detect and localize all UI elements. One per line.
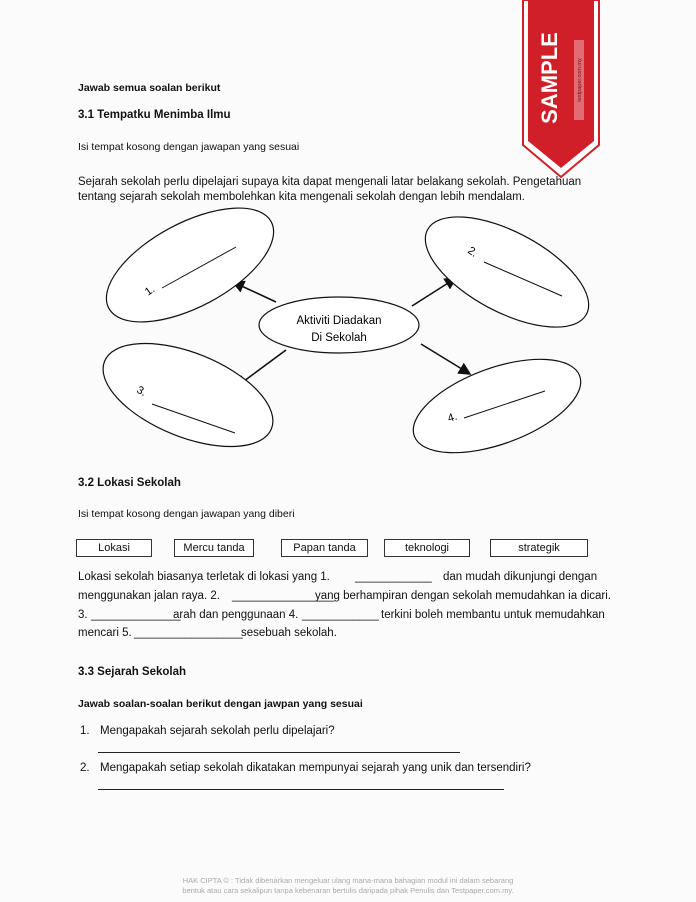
fill-line-3-middle: arah dan penggunaan 4. [173, 609, 299, 621]
answer-ellipse-4 [401, 340, 592, 472]
fill-line-4-end: sesebuah sekolah. [241, 627, 337, 639]
section-1-paragraph-line-1: Sejarah sekolah perlu dipelajari supaya kita dapat mengenali latar belakang sekolah. Pengetahuan [78, 176, 582, 188]
word-bank-item: Papan tanda [281, 539, 368, 557]
copyright-footer [0, 876, 696, 896]
blank-4[interactable]: ____________ [302, 609, 379, 621]
instruction: Jawab semua soalan berikut [78, 82, 221, 94]
blank-2[interactable]: ________________ [232, 590, 335, 602]
word-bank-item: Lokasi [76, 539, 152, 557]
arrow-to-1 [233, 282, 276, 302]
blank-3[interactable]: ______________ [91, 609, 181, 621]
section-3-subtitle: Jawab soalan-soalan berikut dengan jawpan yang sesuai [78, 698, 363, 710]
word-bank-item: strategik [490, 539, 588, 557]
answer-ellipse-1-number: 1. [142, 283, 158, 299]
question-1-number: 1. [80, 725, 90, 737]
answer-line-1[interactable] [98, 752, 460, 753]
section-1-heading: 3.1 Tempatku Menimba Ilmu [78, 109, 231, 121]
section-3-heading: 3.3 Sejarah Sekolah [78, 666, 187, 678]
sample-stamp [520, 0, 602, 180]
section-2-subtitle: Isi tempat kosong dengan jawapan yang diberi [78, 508, 295, 520]
fill-line-3-start: 3. [78, 609, 88, 621]
copyright-line-2: bentuk atau cara sekalipun tanpa kebenaran bertulis daripada pihak Penulis dan Testpaper.com.my. [182, 886, 514, 895]
answer-ellipse-4-number: 4. [446, 410, 459, 425]
center-label-line-1: Aktiviti Diadakan [296, 315, 382, 327]
answer-ellipse-3 [89, 322, 287, 467]
fill-line-4-start: mencari 5. [78, 627, 132, 639]
answer-line-2[interactable] [98, 789, 504, 790]
answer-ellipse-3-number: 3. [134, 384, 149, 399]
arrow-to-2 [412, 278, 456, 306]
blank-5[interactable]: _________________ [134, 627, 243, 639]
fill-line-2-start: menggunakan jalan raya. 2. [78, 590, 220, 602]
section-2-heading: 3.2 Lokasi Sekolah [78, 477, 181, 489]
fill-line-2-end: yang berhampiran dengan sekolah memudahkan ia dicari. [315, 590, 611, 602]
question-2-text: Mengapakah setiap sekolah dikatakan mempunyai sejarah yang unik dan tersendiri? [100, 762, 531, 774]
center-label-line-2: Di Sekolah [311, 332, 367, 344]
word-bank-item: Mercu tanda [174, 539, 254, 557]
fill-line-1-end: dan mudah dikunjungi dengan [443, 571, 598, 583]
fill-line-1-start: Lokasi sekolah biasanya terletak di lokasi yang 1. [78, 571, 330, 583]
word-bank-item: teknologi [384, 539, 470, 557]
question-1-text: Mengapakah sejarah sekolah perlu dipelajari? [100, 725, 335, 737]
answer-ellipse-2-number: 2. [465, 244, 480, 260]
section-1-subtitle: Isi tempat kosong dengan jawapan yang sesuai [78, 141, 300, 153]
copyright-line-1: HAK CIPTA © : Tidak dibenarkan mengeluar ulang mana-mana bahagian modul ini dalam sebarang [182, 876, 514, 885]
answer-ellipse-2 [409, 194, 605, 349]
question-2-number: 2. [80, 762, 90, 774]
sample-stamp-subtext: testpaper.com.my [577, 58, 583, 102]
sample-stamp-text: SAMPLE [537, 32, 562, 124]
arrow-to-4 [421, 344, 470, 374]
fill-line-3-end: terkini boleh membantu untuk memudahkan [381, 609, 605, 621]
blank-1[interactable]: ____________ [355, 571, 432, 583]
section-1-paragraph-line-2: tentang sejarah sekolah membolehkan kita mengenali sekolah dengan lebih mendalam. [78, 191, 525, 203]
